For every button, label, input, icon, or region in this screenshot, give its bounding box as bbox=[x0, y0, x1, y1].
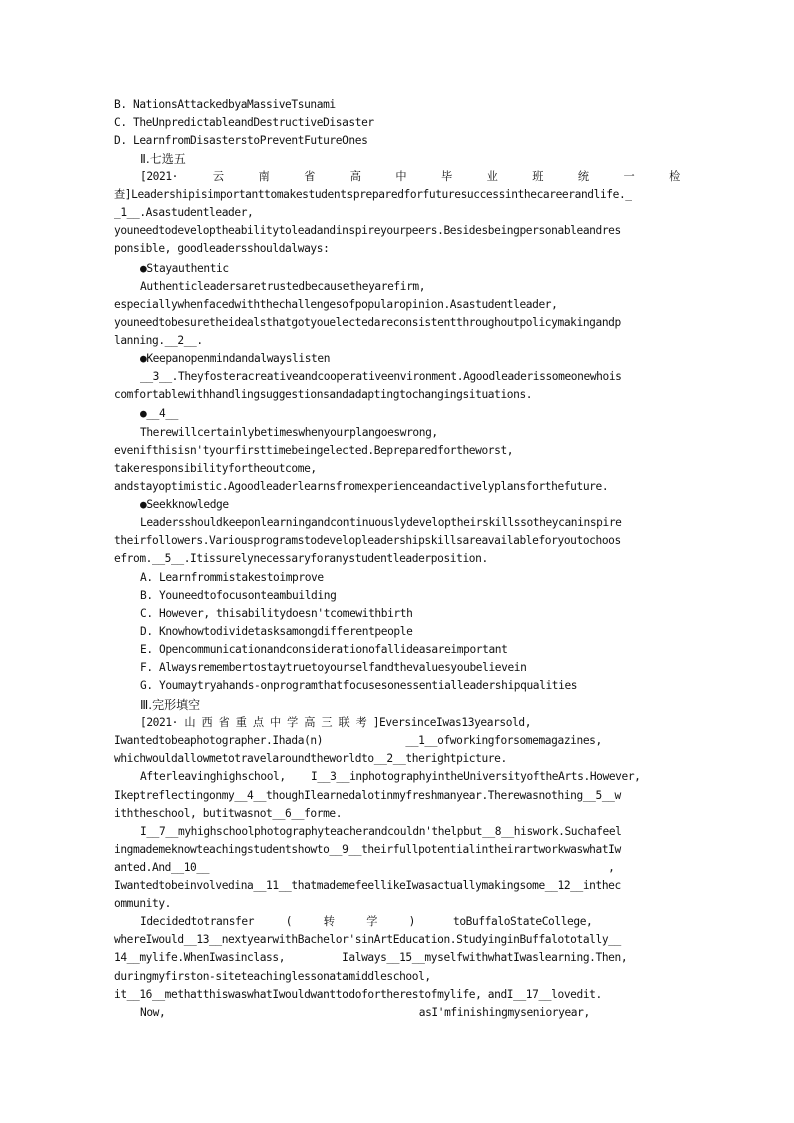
option-d-prev: D. LearnfromDisasterstoPreventFutureOnes bbox=[114, 134, 368, 147]
cloze-line: ingmademeknowteachingstudentshowto__9__theirfullpotentialintheirartworkwaswhatIw bbox=[114, 843, 621, 856]
cloze-line: anted.And__10__ , bbox=[114, 861, 615, 874]
source-token: 毕 bbox=[440, 170, 452, 183]
bullet-heading: ●Keepanopenmindandalwayslisten bbox=[140, 352, 331, 365]
option-e: E. Opencommunicationandconsiderationofallideasareimportant bbox=[140, 643, 508, 656]
cloze-line: whereIwould__13__nextyearwithBachelor'sinArtEducation.StudyinginBuffalototally__ bbox=[114, 933, 621, 946]
section-3-heading: Ⅲ.完形填空 bbox=[140, 698, 201, 712]
option-c: C. However, thisabilitydoesn'tcomewithbirth bbox=[140, 607, 413, 620]
passage-line: especiallywhenfacedwiththechallengesofpopularopinion.Asastudentleader, bbox=[114, 298, 558, 311]
source-token: 班 bbox=[532, 170, 544, 183]
passage-line: comfortablewithhandlingsuggestionsandadaptingtochangingsituations. bbox=[114, 388, 533, 401]
option-b-prev: B. NationsAttackedbyaMassiveTsunami bbox=[114, 98, 336, 111]
source-token: 云 bbox=[212, 170, 224, 183]
option-f: F. Alwaysremembertostaytruetoyourselfandthevaluesyoubelievein bbox=[140, 661, 527, 674]
cloze-line: I__7__myhighschoolphotographyteacherandcouldn'thelpbut__8__hiswork.Suchafeel bbox=[140, 825, 622, 838]
cloze-line: Iwantedtobeinvolvedina__11__thatmademefeellikeIwasactuallymakingsome__12__inthec bbox=[114, 879, 621, 892]
cloze-line: Afterleavinghighschool, I__3__inphotographyintheUniversityoftheArts.However, bbox=[140, 770, 641, 783]
passage-line: Authenticleadersaretrustedbecausetheyarefirm, bbox=[140, 280, 426, 293]
cloze-line: iththeschool, butitwasnot__6__forme. bbox=[114, 807, 343, 820]
source-token: 南 bbox=[258, 170, 270, 183]
cloze-line: Ikeptreflectingonmy__4__thoughIlearnedalotinmyfreshmanyear.Therewasnothing__5__w bbox=[114, 789, 621, 802]
source-token: 检 bbox=[669, 170, 680, 183]
bullet-heading: ●Stayauthentic bbox=[140, 262, 229, 275]
passage-line: evenifthisisn'tyourfirsttimebeingelected.Bepreparedfortheworst, bbox=[114, 444, 514, 457]
passage-line: youneedtobesuretheidealsthatgotyouelectedareconsistentthroughoutpolicymakingandp bbox=[114, 316, 621, 329]
bullet-heading: ●Seekknowledge bbox=[140, 498, 229, 511]
cloze-line: 14__mylife.WhenIwasinclass, Ialways__15__myselfwithwhatIwaslearning.Then, bbox=[114, 951, 628, 964]
passage-line: ponsible, goodleadersshouldalways: bbox=[114, 242, 330, 255]
source-token: [2021· bbox=[140, 170, 179, 183]
passage-line: theirfollowers.Variousprogramstodevelopleadershipskillsareavailableforyoutochoos bbox=[114, 534, 621, 547]
passage-line: efrom.__5__.Itissurelynecessaryforanystudentleaderposition. bbox=[114, 552, 488, 565]
section-2-heading: Ⅱ.七选五 bbox=[140, 152, 186, 166]
source-token: 中 bbox=[395, 170, 407, 183]
passage-line: andstayoptimistic.Agoodleaderlearnsfromexperienceandactivelyplansforthefuture. bbox=[114, 480, 609, 493]
passage-line: lanning.__2__. bbox=[114, 334, 203, 347]
cloze-line: Iwantedtobeaphotographer.Ihada(n) __1__ofworkingforsomemagazines, bbox=[114, 734, 602, 747]
passage-line: __3__.Theyfosteracreativeandcooperativeenvironment.Agoodleaderissomeonewhois bbox=[140, 370, 622, 383]
section-2-source bbox=[140, 168, 680, 186]
passage-line: _1__.Asastudentleader, bbox=[114, 206, 254, 219]
option-c-prev: C. TheUnpredictableandDestructiveDisaster bbox=[114, 116, 374, 129]
source-token: 业 bbox=[486, 170, 498, 183]
option-a: A. Learnfrommistakestoimprove bbox=[140, 571, 324, 584]
source-token: 统 bbox=[577, 170, 589, 183]
passage-line: takeresponsibilityfortheoutcome, bbox=[114, 462, 317, 475]
cloze-line: whichwouldallowmetotravelaroundtheworldto__2__therightpicture. bbox=[114, 752, 507, 765]
source-token: 省 bbox=[304, 170, 315, 183]
cloze-line: Idecidedtotransfer ( 转 学 ) toBuffaloStateCollege, bbox=[140, 915, 593, 928]
option-g: G. Youmaytryahands-onprogramthatfocusesonessentialleadershipqualities bbox=[140, 679, 578, 692]
passage-line: Therewillcertainlybetimeswhenyourplangoeswrong, bbox=[140, 426, 438, 439]
option-d: D. Knowhowtodividetasksamongdifferentpeople bbox=[140, 625, 413, 638]
source-token: 一 bbox=[623, 170, 635, 183]
cloze-line: Now, asI'mfinishingmysenioryear, bbox=[140, 1006, 590, 1019]
cloze-line: duringmyfirston-siteteachinglessonatamiddleschool, bbox=[114, 970, 431, 983]
passage-line: Leadersshouldkeeponlearningandcontinuouslydeveloptheirskillssotheycaninspire bbox=[140, 516, 622, 529]
passage-line: 查]Leadershipisimportanttomakestudentspreparedforfuturesuccessinthecareerandlife._ bbox=[114, 188, 632, 201]
cloze-line: [2021· 山 西 省 重 点 中 学 高 三 联 考 ]EversinceIwas13yearsold, bbox=[140, 716, 532, 729]
option-b: B. Youneedtofocusonteambuilding bbox=[140, 589, 337, 602]
source-token: 高 bbox=[349, 170, 361, 183]
cloze-line: it__16__methatthiswaswhatIwouldwanttodofortherestofmylife, andI__17__lovedit. bbox=[114, 988, 602, 1001]
passage-line: youneedtodeveloptheabilitytoleadandinspireyourpeers.Besidesbeingpersonableandres bbox=[114, 224, 621, 237]
bullet-heading: ●__4__ bbox=[140, 407, 179, 420]
cloze-line: ommunity. bbox=[114, 897, 172, 910]
